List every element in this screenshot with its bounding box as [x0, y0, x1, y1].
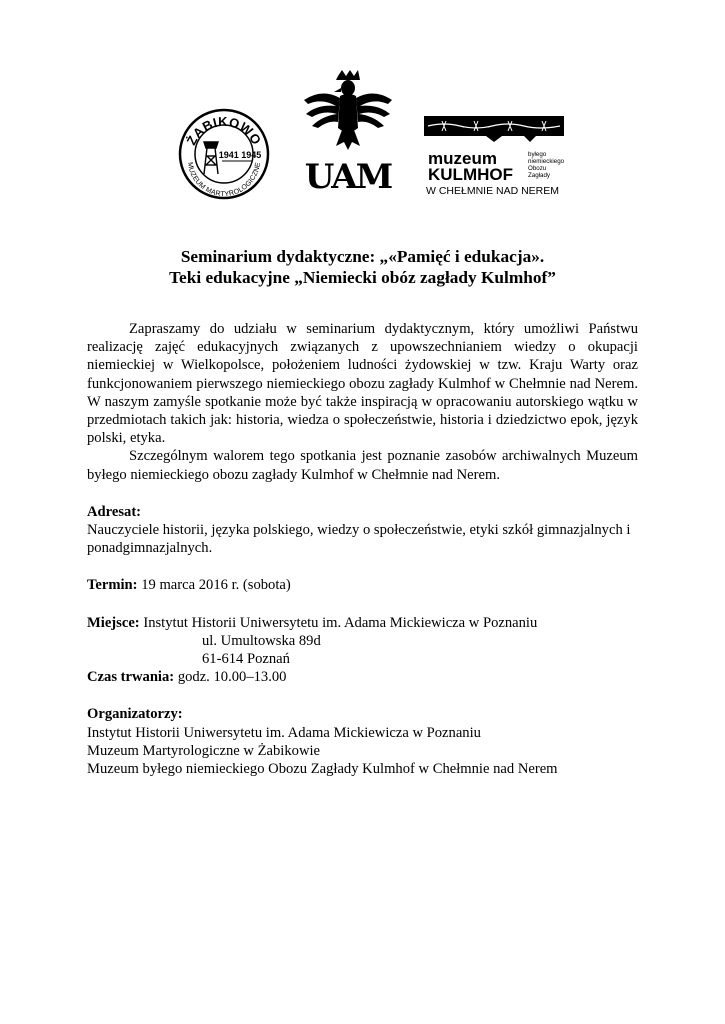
watchtower-icon [204, 142, 218, 174]
termin-label: Termin: [87, 577, 138, 594]
organizatorzy-section [87, 705, 638, 778]
czas-section [87, 668, 638, 686]
kulmhof-line2: KULMHOF [428, 165, 513, 184]
miejsce-line-3: 61-614 Poznań [202, 651, 290, 668]
czas-label: Czas trwania: [87, 669, 175, 686]
uam-eagle-logo [300, 70, 396, 196]
document-title [60, 246, 665, 288]
zabikowo-ring-text: MUZEUM MARTYROLOGICZNE [185, 161, 262, 199]
adresat-text: Nauczyciele historii, języka polskiego, wiedzy o społeczeństwie, etyki szkół gimnazjalnych i ponadgimnazjalnych. [87, 522, 631, 557]
intro-paragraph-2: Szczególnym walorem tego spotkania jest poznanie zasobów archiwalnych Muzeum byłego niemieckiego obozu zagłady Kulmhof w Chełmnie nad Nerem. [87, 448, 638, 483]
logo-header [0, 0, 725, 220]
miejsce-line-2: ul. Umultowska 89d [202, 632, 321, 649]
barbed-wire-icon [424, 116, 564, 142]
adresat-section [87, 503, 638, 558]
title-line-1: Seminarium dydaktyczne: „«Pamięć i edukacja». [180, 247, 545, 266]
kulmhof-line3: W CHEŁMNIE NAD NEREM [426, 185, 560, 197]
zabikowo-name-text: ŻABIKOWO [183, 113, 265, 148]
kulmhof-museum-logo [424, 112, 564, 198]
eagle-icon [304, 70, 392, 150]
miejsce-line-1: Instytut Historii Uniwersytetu im. Adama Mickiewicza w Poznaniu [143, 614, 538, 631]
title-line-2: Teki edukacyjne „Niemiecki obóz zagłady Kulmhof” [169, 268, 556, 287]
adresat-label: Adresat: [87, 503, 142, 520]
miejsce-label: Miejsce: [87, 614, 140, 631]
termin-section [87, 576, 638, 594]
document-body [87, 320, 638, 778]
czas-value: godz. 10.00–13.00 [177, 669, 287, 686]
zabikowo-years-text: 1941 1945 [218, 150, 262, 160]
termin-value: 19 marca 2016 r. (sobota) [141, 577, 291, 594]
organizer-item: Instytut Historii Uniwersytetu im. Adama Mickiewicza w Poznaniu [87, 724, 481, 741]
uam-text: UAM [304, 157, 392, 196]
kulmhof-line1: muzeum [428, 149, 497, 168]
miejsce-section [87, 614, 638, 669]
organizer-item: Muzeum Martyrologiczne w Żabikowie [87, 742, 321, 759]
intro-paragraph-1: Zapraszamy do udziału w seminarium dydaktycznym, który umożliwi Państwu realizację zajęć edukacyjnych związanych z upowszechnianiem wiedzy o okupacji niemieckiej w Wielkopolsce, położeniem ludności żydowskiej w tzw. Kraju Warty oraz funkcjonowaniem pierwszego niemieckiego obozu zagłady Kulmhof w Chełmnie nad Nerem. W naszym zamyśle spotkanie może być także inspiracją w opracowaniu autorskiego wątku w przedmiotach takich jak: historia, wiedza o społeczeństwie, historia i dziedzictwo epok, język polski, etyka. [87, 321, 638, 447]
organizer-item: Muzeum byłego niemieckiego Obozu Zagłady Kulmhof w Chełmnie nad Nerem [87, 761, 558, 778]
kulmhof-side-text: byłego niemieckiego Obozu Zagłady [528, 151, 564, 179]
zabikowo-museum-logo [178, 108, 270, 200]
organizatorzy-label: Organizatorzy: [87, 706, 183, 723]
